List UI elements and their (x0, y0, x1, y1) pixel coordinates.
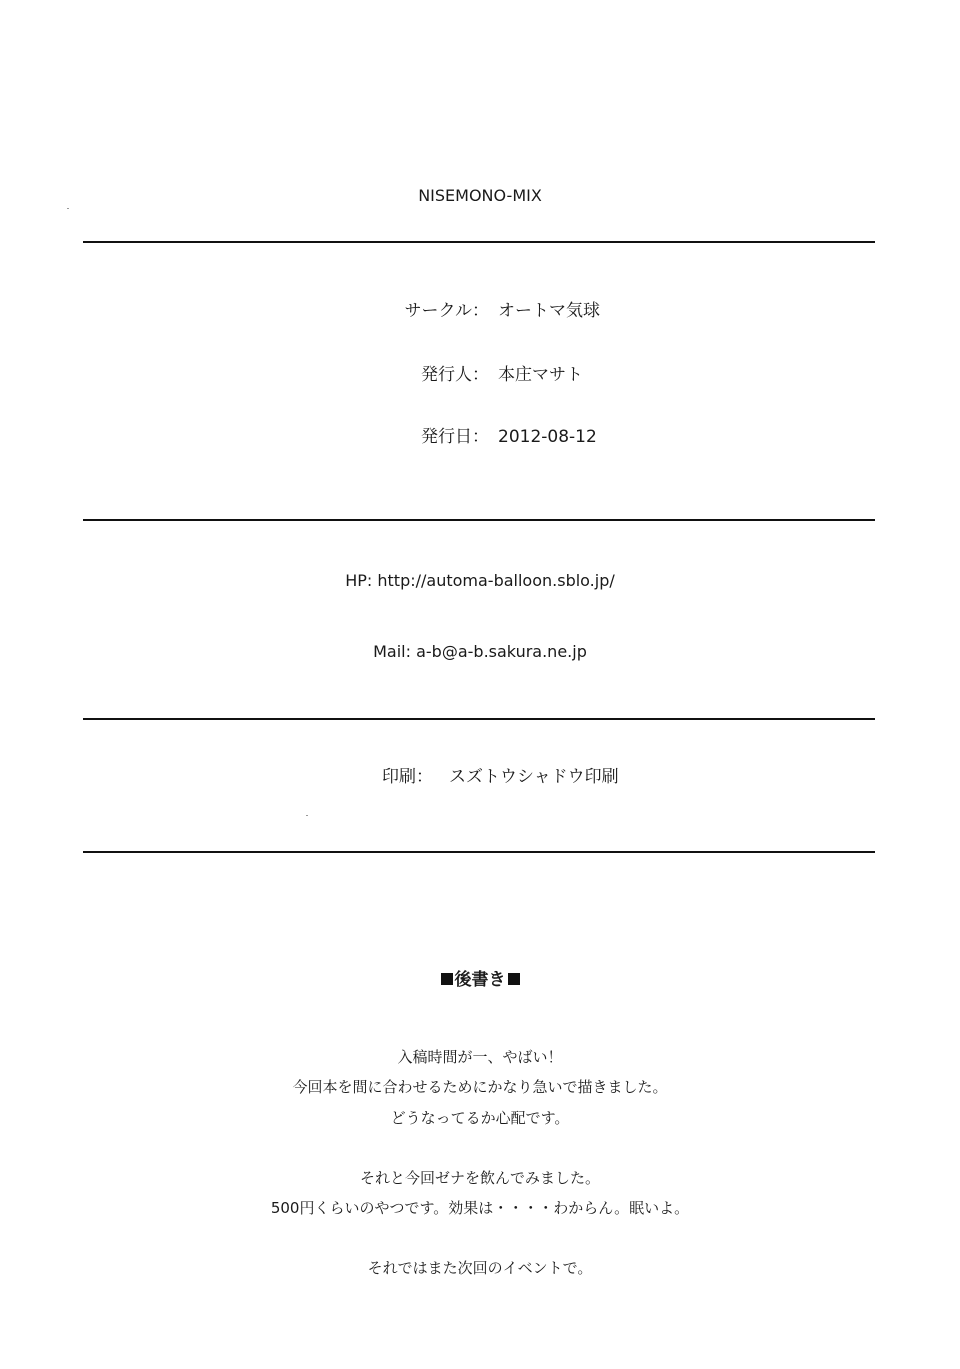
printer-label: 印刷： (382, 767, 433, 787)
printer-value: スズトウシャドウ印刷 (449, 767, 619, 787)
issue-date-value: 2012-08-12 (498, 427, 597, 447)
scan-speck (67, 208, 69, 209)
mail-address: Mail: a-b@a-b.sakura.ne.jp (373, 642, 587, 661)
divider-2 (83, 519, 875, 521)
black-square-icon (508, 973, 520, 985)
afterword-paragraph: それと今回ゼナを飲んでみました。 (359, 1169, 600, 1187)
afterword-paragraph: 今回本を間に合わせるためにかなり急いで描きました。 (292, 1078, 668, 1096)
issue-date-label: 発行日： (421, 427, 489, 447)
circle-value: オートマ気球 (498, 301, 600, 321)
issue-date-row (0, 429, 960, 451)
publisher-value: 本庄マサト (498, 365, 583, 385)
publisher-label: 発行人： (421, 365, 489, 385)
printer-row (0, 769, 960, 791)
publisher-row (0, 367, 960, 389)
afterword-paragraph: 入稿時間が一、やばい！ (397, 1048, 563, 1066)
afterword-paragraph: 500円くらいのやつです。効果は・・・・わからん。眠いよ。 (270, 1199, 690, 1217)
circle-row (0, 303, 960, 325)
black-square-icon (441, 973, 453, 985)
afterword-heading (0, 972, 960, 989)
scan-speck (306, 815, 308, 816)
afterword-paragraph: どうなってるか心配です。 (390, 1109, 570, 1127)
divider-4 (83, 851, 875, 853)
homepage-url: HP: http://automa-balloon.sblo.jp/ (345, 571, 615, 590)
divider-1 (83, 241, 875, 243)
book-title: NISEMONO-MIX (418, 186, 542, 205)
divider-3 (83, 718, 875, 720)
afterword-heading-text: 後書き (454, 970, 506, 990)
afterword-paragraph: それではまた次回のイベントで。 (367, 1259, 593, 1277)
circle-label: サークル： (404, 301, 489, 321)
